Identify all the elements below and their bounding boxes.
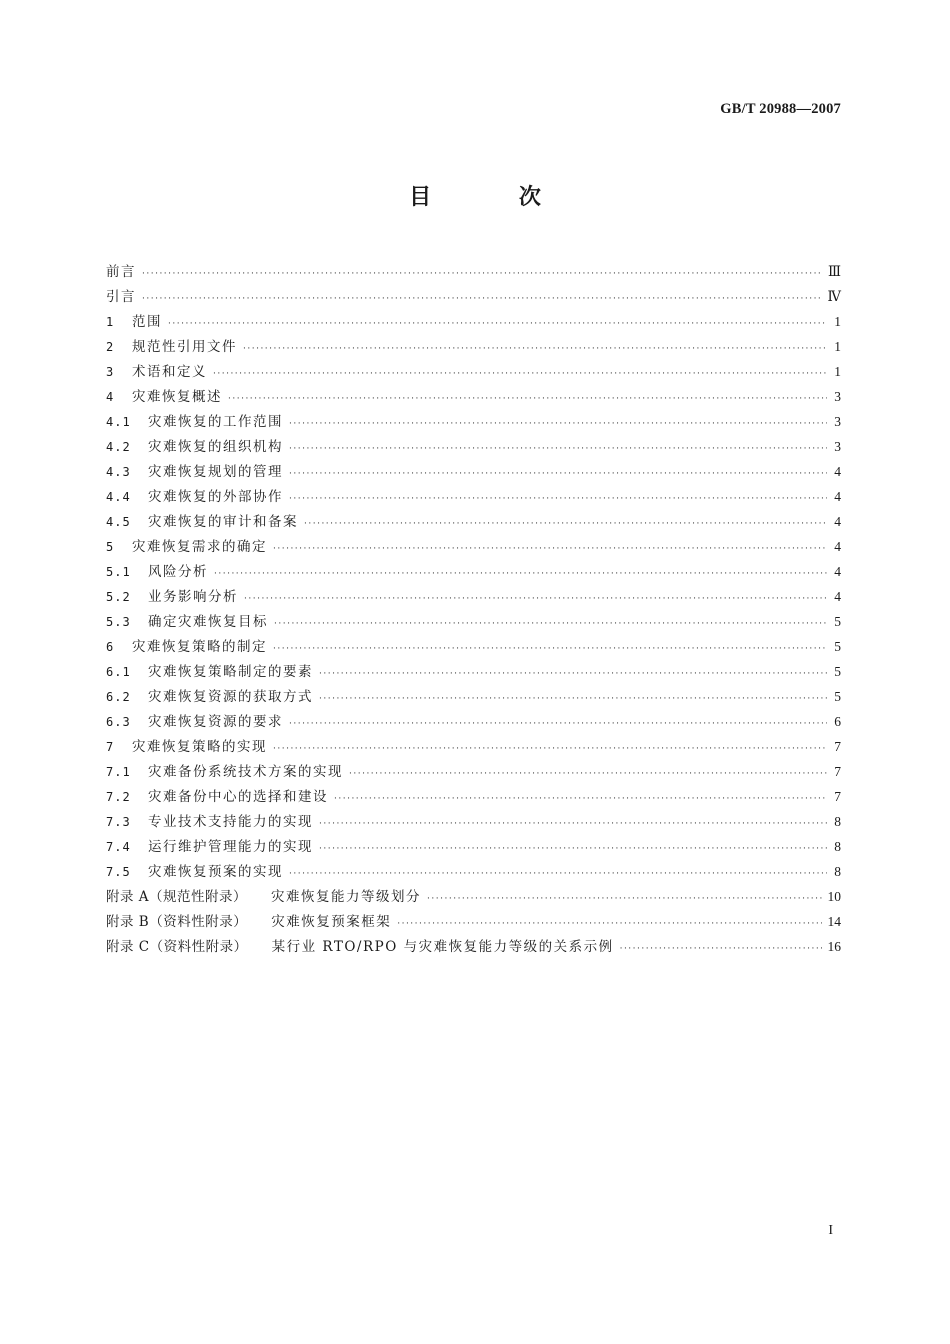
toc-dot-leader xyxy=(273,737,827,762)
toc-entry-page: 4 xyxy=(834,464,841,479)
toc-entry-page: 5 xyxy=(834,639,841,654)
toc-entry-page: 5 xyxy=(834,614,841,629)
toc-entry-page: 3 xyxy=(834,389,841,404)
toc-entry[interactable] xyxy=(106,284,841,309)
toc-entry[interactable] xyxy=(106,634,841,659)
toc-entry-page: 4 xyxy=(834,514,841,529)
toc-entry-title: 灾难恢复的审计和备案 xyxy=(148,514,298,530)
toc-dot-leader xyxy=(427,887,821,912)
toc-entry-title: 规范性引用文件 xyxy=(132,339,237,355)
toc-entry-number: 6.1 xyxy=(106,665,131,679)
toc-entry-page: 7 xyxy=(834,789,841,804)
toc-entry-number: 7.2 xyxy=(106,790,131,804)
toc-entry[interactable] xyxy=(106,759,841,784)
toc-entry-number: 7.1 xyxy=(106,765,131,779)
toc-dot-leader xyxy=(289,462,827,487)
toc-entry-title: 灾难恢复预案的实现 xyxy=(148,864,283,880)
toc-dot-leader xyxy=(274,612,827,637)
toc-entry-title: 灾难备份中心的选择和建设 xyxy=(148,789,328,805)
toc-entry[interactable] xyxy=(106,884,841,909)
toc-entry-page: 4 xyxy=(834,589,841,604)
toc-entry-number: 6.2 xyxy=(106,690,131,704)
toc-entry-number: 5.1 xyxy=(106,565,131,579)
toc-entry-number: 7.3 xyxy=(106,815,131,829)
toc-entry-title: 灾难恢复资源的获取方式 xyxy=(148,689,313,705)
toc-dot-leader xyxy=(243,337,827,362)
toc-entry-title: 灾难恢复资源的要求 xyxy=(148,714,283,730)
toc-entry-number: 5.2 xyxy=(106,590,131,604)
toc-entry-page: 4 xyxy=(834,539,841,554)
toc-entry-title: 前言 xyxy=(106,264,136,280)
toc-entry-number: 7.5 xyxy=(106,865,131,879)
toc-entry[interactable] xyxy=(106,659,841,684)
toc-dot-leader xyxy=(244,587,827,612)
toc-entry-title: 某行业 RTO/RPO 与灾难恢复能力等级的关系示例 xyxy=(271,939,614,955)
toc-entry-title: 灾难恢复策略制定的要素 xyxy=(148,664,313,680)
toc-entry-number: 附录 A（规范性附录） xyxy=(106,889,248,905)
toc-entry-number: 1 xyxy=(106,315,115,329)
toc-entry-title: 灾难恢复的工作范围 xyxy=(148,414,283,430)
toc-entry[interactable] xyxy=(106,834,841,859)
toc-entry-title: 范围 xyxy=(132,314,162,330)
toc-entry[interactable] xyxy=(106,484,841,509)
table-of-contents xyxy=(106,259,841,959)
toc-entry-page: 5 xyxy=(834,664,841,679)
toc-entry-title: 确定灾难恢复目标 xyxy=(148,614,268,630)
toc-dot-leader xyxy=(142,287,822,312)
toc-entry-number: 4.4 xyxy=(106,490,131,504)
toc-entry-title: 专业技术支持能力的实现 xyxy=(148,814,313,830)
toc-entry-number: 4.1 xyxy=(106,415,131,429)
standard-number: GB/T 20988—2007 xyxy=(720,101,841,117)
toc-dot-leader xyxy=(319,662,827,687)
toc-dot-leader xyxy=(620,937,822,962)
toc-entry-title: 灾难恢复预案框架 xyxy=(271,914,392,930)
toc-dot-leader xyxy=(334,787,827,812)
toc-entry[interactable] xyxy=(106,734,841,759)
toc-entry-number: 4.5 xyxy=(106,515,131,529)
toc-entry[interactable] xyxy=(106,709,841,734)
toc-entry-number: 7.4 xyxy=(106,840,131,854)
toc-entry-title: 运行维护管理能力的实现 xyxy=(148,839,313,855)
toc-entry-page: 10 xyxy=(827,889,841,904)
toc-entry[interactable] xyxy=(106,934,841,959)
toc-entry-title: 灾难恢复的外部协作 xyxy=(148,489,283,505)
toc-dot-leader xyxy=(289,412,827,437)
toc-entry[interactable] xyxy=(106,684,841,709)
toc-entry[interactable] xyxy=(106,784,841,809)
toc-entry-title: 灾难恢复策略的制定 xyxy=(132,639,267,655)
toc-dot-leader xyxy=(349,762,827,787)
toc-entry-number: 5 xyxy=(106,540,115,554)
toc-dot-leader xyxy=(289,437,827,462)
toc-dot-leader xyxy=(289,862,827,887)
toc-dot-leader xyxy=(142,262,822,287)
toc-entry-page: 3 xyxy=(834,439,841,454)
toc-entry-title: 引言 xyxy=(106,289,136,305)
toc-entry[interactable] xyxy=(106,559,841,584)
toc-entry-number: 6.3 xyxy=(106,715,131,729)
toc-entry-title: 灾难恢复规划的管理 xyxy=(148,464,283,480)
toc-dot-leader xyxy=(168,312,827,337)
toc-entry-number: 附录 B（资料性附录） xyxy=(106,914,248,930)
toc-dot-leader xyxy=(273,637,827,662)
toc-entry[interactable] xyxy=(106,859,841,884)
toc-entry-page: 1 xyxy=(834,314,841,329)
toc-entry-page: 4 xyxy=(834,489,841,504)
toc-dot-leader xyxy=(273,537,827,562)
toc-entry-page: 6 xyxy=(834,714,841,729)
toc-entry-page: 16 xyxy=(827,939,841,954)
toc-entry[interactable] xyxy=(106,434,841,459)
toc-entry-page: 8 xyxy=(834,814,841,829)
toc-entry[interactable] xyxy=(106,534,841,559)
toc-entry-page: 1 xyxy=(834,364,841,379)
toc-entry-title: 灾难备份系统技术方案的实现 xyxy=(148,764,343,780)
toc-dot-leader xyxy=(228,387,827,412)
toc-dot-leader xyxy=(304,512,827,537)
toc-entry-page: 3 xyxy=(834,414,841,429)
toc-dot-leader xyxy=(319,837,827,862)
toc-entry-title: 灾难恢复能力等级划分 xyxy=(271,889,422,905)
toc-entry[interactable] xyxy=(106,459,841,484)
toc-dot-leader xyxy=(289,487,827,512)
toc-entry-page: 7 xyxy=(834,764,841,779)
toc-entry[interactable] xyxy=(106,309,841,334)
toc-entry[interactable] xyxy=(106,259,841,284)
toc-entry-title: 灾难恢复策略的实现 xyxy=(132,739,267,755)
toc-entry-page: 8 xyxy=(834,839,841,854)
toc-entry[interactable] xyxy=(106,809,841,834)
toc-entry-title: 业务影响分析 xyxy=(148,589,238,605)
toc-entry-page: Ⅲ xyxy=(827,264,841,279)
toc-entry-page: 8 xyxy=(834,864,841,879)
toc-entry[interactable] xyxy=(106,334,841,359)
page-number: I xyxy=(828,1223,833,1238)
toc-entry-title: 风险分析 xyxy=(148,564,208,580)
toc-entry[interactable] xyxy=(106,359,841,384)
toc-entry-page: 7 xyxy=(834,739,841,754)
toc-entry-title: 灾难恢复的组织机构 xyxy=(148,439,283,455)
page-title: 目 次 xyxy=(409,185,581,210)
toc-dot-leader xyxy=(213,362,827,387)
toc-entry-number: 4.2 xyxy=(106,440,131,454)
toc-entry-number: 7 xyxy=(106,740,115,754)
toc-entry[interactable] xyxy=(106,909,841,934)
toc-dot-leader xyxy=(289,712,827,737)
toc-entry-page: 5 xyxy=(834,689,841,704)
toc-entry-number: 4 xyxy=(106,390,115,404)
toc-entry[interactable] xyxy=(106,584,841,609)
toc-entry-title: 灾难恢复需求的确定 xyxy=(132,539,267,555)
toc-entry-number: 5.3 xyxy=(106,615,131,629)
toc-dot-leader xyxy=(214,562,827,587)
toc-entry[interactable] xyxy=(106,409,841,434)
toc-entry-page: Ⅳ xyxy=(827,289,841,304)
toc-entry-page: 1 xyxy=(834,339,841,354)
toc-entry-title: 灾难恢复概述 xyxy=(132,389,222,405)
toc-entry-number: 6 xyxy=(106,640,115,654)
toc-entry-number: 3 xyxy=(106,365,115,379)
toc-dot-leader xyxy=(319,812,827,837)
toc-entry-page: 4 xyxy=(834,564,841,579)
toc-dot-leader xyxy=(397,912,821,937)
toc-entry-page: 14 xyxy=(827,914,841,929)
toc-entry-number: 4.3 xyxy=(106,465,131,479)
toc-entry-title: 术语和定义 xyxy=(132,364,207,380)
toc-entry[interactable] xyxy=(106,609,841,634)
toc-dot-leader xyxy=(319,687,827,712)
toc-entry[interactable] xyxy=(106,509,841,534)
toc-entry-number: 附录 C（资料性附录） xyxy=(106,939,248,955)
toc-entry[interactable] xyxy=(106,384,841,409)
toc-entry-number: 2 xyxy=(106,340,115,354)
